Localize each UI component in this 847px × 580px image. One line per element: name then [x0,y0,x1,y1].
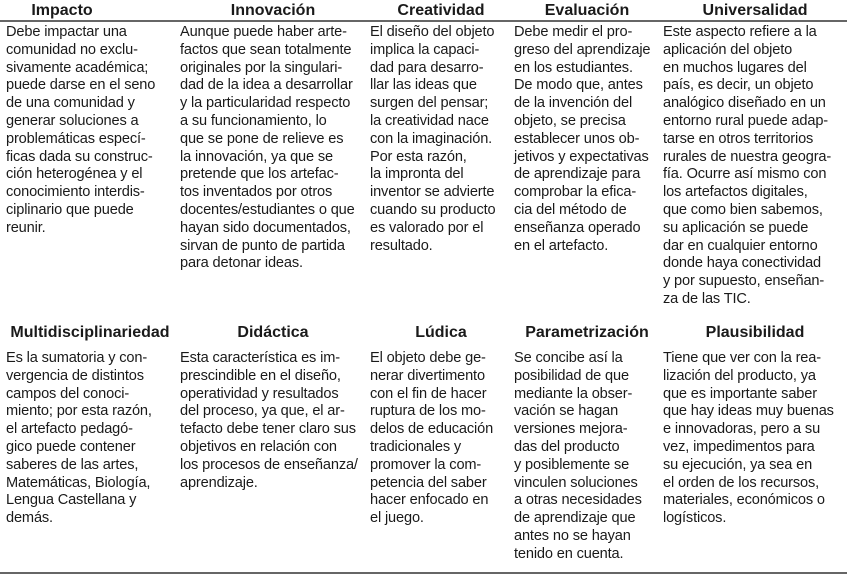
header-innovacion: Innovación [230,2,316,19]
cell-ludica: El objeto debe ge- nerar divertimento con el fin de hacer ruptura de los mo- delos de educación tradicionales y promover la com- petencia del saber hacer enfocado en el juego. [370,350,494,527]
cell-multidisciplinariedad: Es la sumatoria y con- vergencia de distintos campos del conoci- miento; por esta razón, el artefacto pedagó- gico puede contener saberes de las artes, Matemáticas, Biología, Lengua Castellana y demás. [6,350,152,527]
cell-didactica: Esta característica es im- prescindible en el diseño, operatividad y resultados del proceso, ya que, el ar- tefacto debe tener claro sus objetivos en relación con los procesos de enseñanza/ aprendizaje. [180,350,358,491]
bottom-rule [0,572,847,574]
cell-universalidad: Este aspecto refiere a la aplicación del objeto en muchos lugares del país, es decir, un objeto analógico diseñado en un entorno rural puede adap- tarse en otros territorios rurales de nuestra geogra- fía. Ocurre así mismo con los artefactos digitales, que como bien sabemos, su aplicación se puede dar en cualquier entorno donde haya conectividad y por supuesto, enseñan- za de las TIC. [663,24,832,307]
cell-evaluacion: Debe medir el pro- greso del aprendizaje en los estudiantes. De modo que, antes de la invención del objeto, se precisa establecer unos ob- jetivos y expectativas de aprendizaje para comprobar la efica- cia del método de enseñanza operado en el artefacto. [514,24,651,254]
cell-parametrizacion: Se concibe así la posibilidad de que mediante la obser- vación se hagan versiones mejora- das del producto y posiblemente se vinculen soluciones a otras necesidades de aprendizaje que antes no se hayan tenido en cuenta. [514,350,642,562]
cell-plausibilidad: Tiene que ver con la rea- lización del producto, ya que es importante saber que hay ideas muy buenas e innovadoras, pero a su vez, impedimentos para su ejecución, ya sea en el orden de los recursos, materiales, económicos o logísticos. [663,350,834,527]
header-multidisciplinariedad: Multidisciplinariedad [10,324,170,341]
header-plausibilidad: Plausibilidad [705,324,805,341]
header-didactica: Didáctica [237,324,309,341]
header-parametrizacion: Parametrización [525,324,649,341]
header-ludica: Lúdica [415,324,467,341]
header-universalidad: Universalidad [702,2,808,19]
cell-creatividad: El diseño del objeto implica la capaci- dad para desarro- llar las ideas que surgen del pensar; la creatividad nace con la imaginación. Por esta razón, la impronta del inventor se advierte cuando su producto es valorado por el resultado. [370,24,496,254]
cell-impacto: Debe impactar una comunidad no exclu- sivamente académica; puede darse en el seno de una comunidad y generar soluciones a problemáticas especí- ficas dada su construc- ción heterogénea y el conocimiento interdis- ciplinario que puede reunir. [6,24,156,236]
header-creatividad: Creatividad [397,2,485,19]
header-evaluacion: Evaluación [544,2,630,19]
cell-innovacion: Aunque puede haber arte- factos que sean totalmente originales por la singulari- dad de la idea a desarrollar y la particularidad respecto a su funcionamiento, lo que se pone de relieve es la innovación, ya que se pretende que los artefac- tos inventados por otros docentes/estudiantes o que hayan sido documentados, sirvan de punto de partida para detonar ideas. [180,24,355,272]
header-impacto: Impacto [31,2,93,19]
